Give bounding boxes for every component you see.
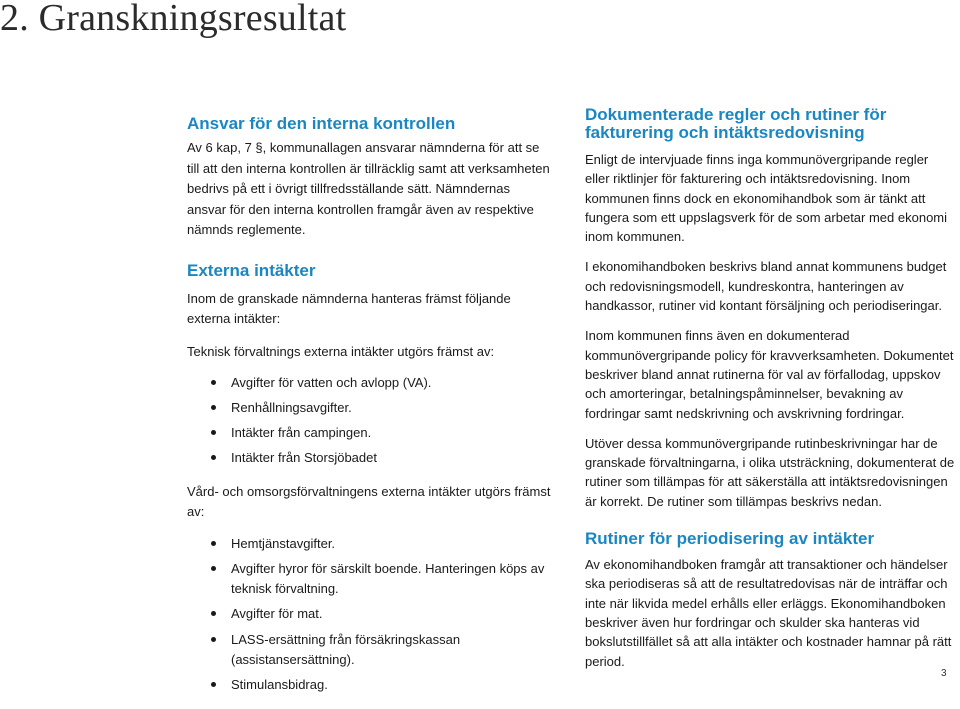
bullet-icon [211, 611, 216, 616]
list-item: LASS-ersättning från försäkringskassan (assistansersättning). [187, 630, 552, 671]
paragraph-external-income-intro: Inom de granskade nämnderna hanteras främst följande externa intäkter: [187, 290, 511, 326]
paragraph-technical-admin: Teknisk förvaltnings externa intäkter utgörs främst av: [187, 343, 495, 359]
paragraph-policy: Inom kommunen finns även en dokumenterad kommunövergripande policy för kravverksamheten. Dokumentet beskriver bland annat rutinerna för val av förfallodag, uppskov och amorteringar, betalningspåminnelser, bevakning av fordringar samt nedskrivning och avskrivning fordringar. [585, 328, 954, 421]
bullet-icon [211, 405, 216, 410]
list-item: Intäkter från Storsjöbadet [187, 448, 552, 469]
list-item: Stimulansbidrag. [187, 675, 552, 696]
bullet-icon [211, 637, 216, 642]
paragraph-care-admin: Vård- och omsorgsförvaltningens externa intäkter utgörs främst av: [187, 483, 551, 520]
heading-periodization: Rutiner för periodisering av intäkter [585, 529, 875, 549]
care-income-list [187, 534, 552, 696]
right-column [585, 106, 955, 671]
bullet-icon [211, 682, 216, 687]
bullet-icon [211, 455, 216, 460]
list-item: Renhållningsavgifter. [187, 398, 552, 419]
list-item: Hemtjänstavgifter. [187, 534, 552, 555]
technical-income-list [187, 373, 552, 469]
page-number: 3 [941, 668, 947, 679]
paragraph-periodization: Av ekonomihandboken framgår att transaktioner och händelser ska periodiseras så att de resultatredovisas när de inträffar och inte när likvida medel erhålls eller erläggs. Ekonomihandboken beskriver även hur fordringar och skulder ska hanteras vid bokslutstillfället så att alla intäkter och kostnader hamnar på rätt period. [585, 557, 952, 669]
left-column [187, 114, 552, 709]
list-item: Intäkter från campingen. [187, 423, 552, 444]
list-item: Avgifter hyror för särskilt boende. Hanteringen köps av teknisk förvaltning. [187, 559, 552, 600]
list-item: Avgifter för mat. [187, 604, 552, 625]
list-item: Avgifter för vatten och avlopp (VA). [187, 373, 552, 394]
paragraph-routines: Utöver dessa kommunövergripande rutinbeskrivningar har de granskade förvaltningarna, i olika utsträckning, dokumenterat de rutiner som tillämpas för att säkerställa att intäktsredovisningen är korrekt. De rutiner som tillämpas beskrivs nedan. [585, 435, 955, 509]
bullet-icon [211, 430, 216, 435]
paragraph-handbook: I ekonomihandboken beskrivs bland annat kommunens budget och redovisningsmodell, kundreskontra, hanteringen av handkassor, rutiner vid kontant försäljning och periodiseringar. [585, 259, 947, 314]
paragraph-internal-control: Av 6 kap, 7 §, kommunallagen ansvarar nämnderna för att se till att den interna kontrollen är tillräcklig samt att verksamheten bedrivs på ett i övrigt tillfredsställande sätt. Nämndernas ansvar för den interna kontrollen framgår även av respektive nämnds reglemente. [187, 140, 550, 237]
paragraph-rules: Enligt de intervjuade finns inga kommunövergripande regler eller riktlinjer för fakturering och intäktsredovisning. Inom kommunen finns dock en ekonomihandbok som är tänkt att fungera som ett uppslagsverk för de som arbetar med ekonomi inom kommunen. [585, 152, 948, 245]
heading-external-income: Externa intäkter [187, 260, 316, 280]
heading-documented-rules: Dokumenterade regler och rutiner för fakturering och intäktsredovisning [585, 105, 887, 142]
page-title: 2. Granskningsresultat [0, 0, 347, 39]
bullet-icon [211, 541, 216, 546]
bullet-icon [211, 566, 216, 571]
heading-internal-control: Ansvar för den interna kontrollen [187, 114, 456, 133]
bullet-icon [211, 380, 216, 385]
